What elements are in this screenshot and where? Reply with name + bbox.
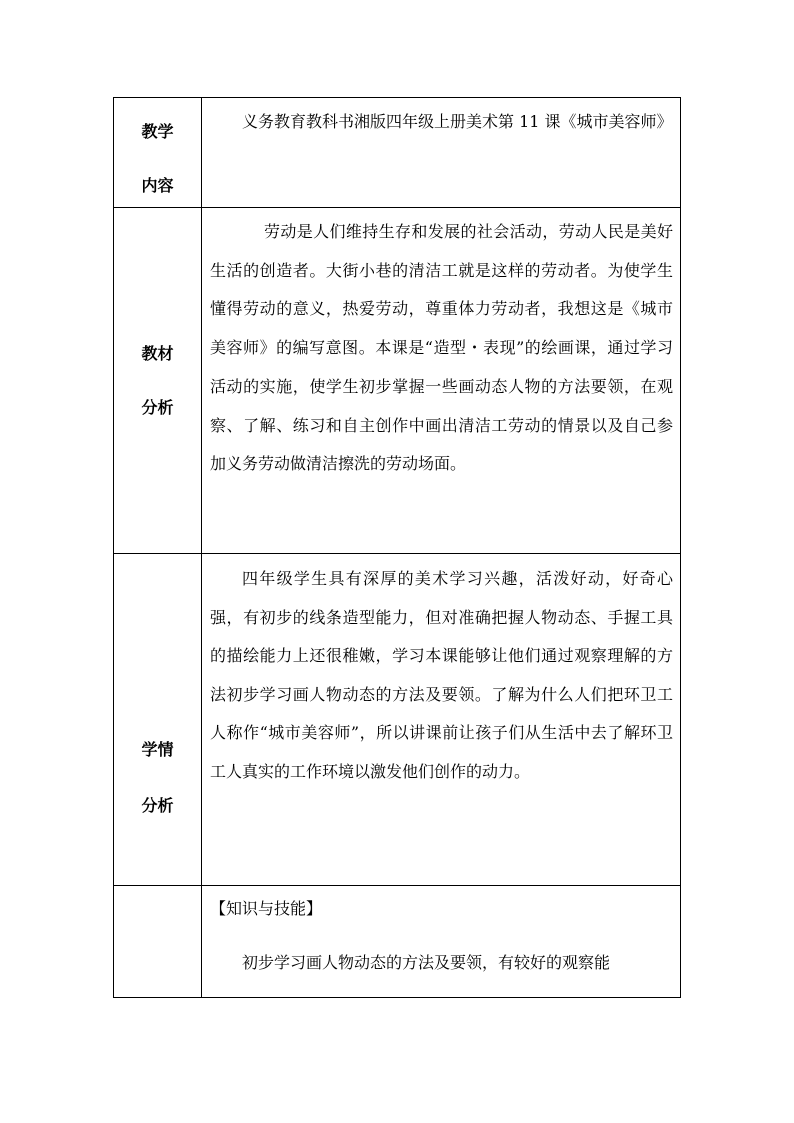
row-label-line: 内容 [141,176,174,195]
section-heading: 【知识与技能】 [210,899,323,918]
row-paragraph: 劳动是人们维持生存和发展的社会活动，劳动人民是美好生活的创造者。大街小巷的清洁工就是这样的劳动者。为使学生懂得劳动的意义，热爱劳动，尊重体力劳动者，我想这是《城市美容师》的编写意图。本课是“造型・表现”的绘画课，通过学习活动的实施，使学生初步掌握一些画动态人物的方法要领，在观察、了解、练习和自主创作中画出清洁工劳动的情景以及自己参加义务劳动做清洁擦洗的劳动场面。 [210,222,673,474]
row-content [202,886,680,997]
lesson-plan-table [113,97,681,998]
row-label [114,208,202,553]
row-content [202,554,680,885]
row-label [114,886,202,997]
row-label-line: 分析 [141,397,174,417]
row-paragraph: 初步学习画人物动态的方法及要领，有较好的观察能 [242,953,611,972]
row-label-line: 分析 [141,796,174,815]
row-paragraph: 四年级学生具有深厚的美术学习兴趣，活泼好动，好奇心强，有初步的线条造型能力，但对准确把握人物动态、手握工具的描绘能力上还很稚嫩，学习本课能够让他们通过观察理解的方法初步学习画人物动态的方法及要领。了解为什么人们把环卫工人称作“城市美容师”，所以讲课前让孩子们从生活中去了解环卫工人真实的工作环境以激发他们创作的动力。 [210,569,673,781]
table-row-teaching-content [113,97,681,207]
row-content [202,98,680,207]
row-label [114,98,202,207]
row-label-line: 教材 [141,343,174,363]
table-row-objectives [113,885,681,998]
table-row-textbook-analysis [113,207,681,553]
row-label [114,554,202,885]
row-label-line: 学情 [141,740,174,759]
table-row-student-analysis [113,553,681,885]
row-paragraph: 义务教育教科书湘版四年级上册美术第 11 课《城市美容师》 [242,112,673,131]
row-content [202,208,680,553]
row-label-line: 教学 [141,122,174,141]
